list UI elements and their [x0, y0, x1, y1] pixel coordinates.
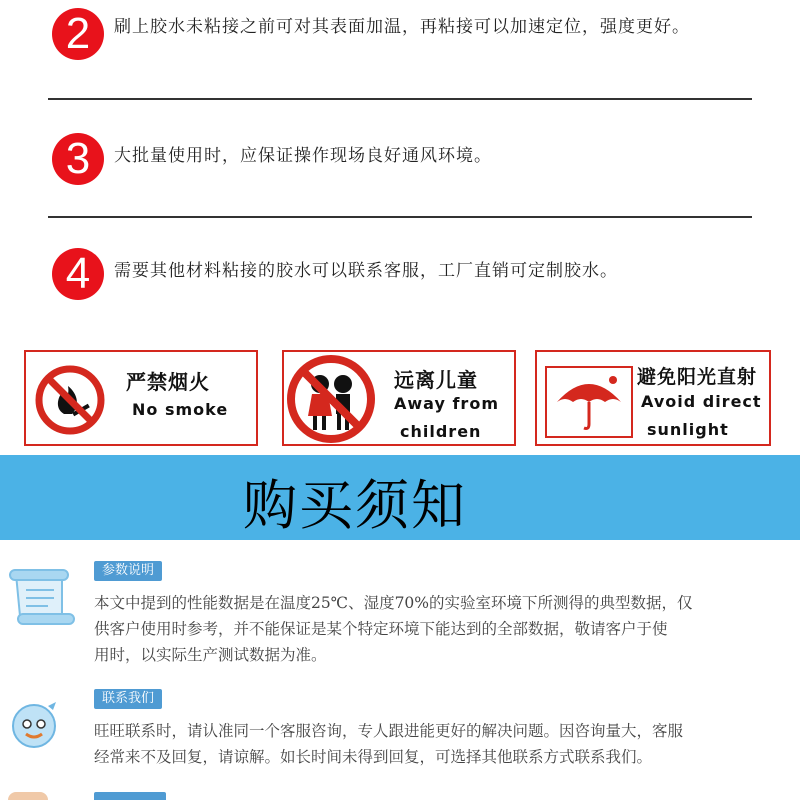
contact-line-2: 经常来不及回复，请谅解。如长时间未得到回复，可选择其他联系方式联系我们。 [94, 748, 653, 766]
tip-4-text: 需要其他材料粘接的胶水可以联系客服，工厂直销可定制胶水。 [114, 261, 618, 281]
no-fire-icon [34, 364, 106, 436]
no-smoke-sign [24, 350, 258, 446]
scroll-icon [6, 566, 76, 628]
params-line-2: 供客户使用时参考，并不能保证是某个特定环境下能达到的全部数据，敬请客户于使 [94, 620, 668, 638]
no-children-icon [286, 354, 376, 444]
params-line-1: 本文中提到的性能数据是在温度25℃、湿度70%的实验室环境下所测得的典型数据，仅 [94, 594, 693, 612]
sign-title-en-1: Avoid direct [641, 392, 762, 411]
next-section-icon [8, 792, 48, 800]
chat-mascot-icon [8, 698, 62, 752]
number-badge-3: 3 [52, 133, 104, 185]
number-badge-4: 4 [52, 248, 104, 300]
sign-title-zh: 远离儿童 [394, 368, 478, 392]
away-from-children-sign [282, 350, 516, 446]
banner-title: 购买须知 [243, 474, 467, 537]
sign-title-en-2: children [400, 422, 482, 441]
divider [48, 98, 752, 100]
next-section-tag [94, 792, 166, 800]
purchase-notice-banner [0, 455, 800, 540]
contact-line-1: 旺旺联系时，请认准同一个客服咨询，专人跟进能更好的解决问题。因咨询量大，客服 [94, 722, 684, 740]
section-tag-params: 参数说明 [94, 561, 162, 581]
section-tag-contact: 联系我们 [94, 689, 162, 709]
params-line-3: 用时，以实际生产测试数据为准。 [94, 646, 327, 664]
umbrella-sun-icon [553, 372, 625, 432]
sign-title-en-2: sunlight [647, 420, 729, 439]
avoid-sunlight-sign [535, 350, 771, 446]
tip-3-text: 大批量使用时，应保证操作现场良好通风环境。 [114, 146, 492, 166]
tip-2-text: 刷上胶水未粘接之前可对其表面加温，再粘接可以加速定位，强度更好。 [114, 17, 690, 37]
sign-title-en: No smoke [132, 400, 229, 419]
divider [48, 216, 752, 218]
umbrella-frame [545, 366, 633, 438]
sign-title-zh: 严禁烟火 [126, 370, 210, 394]
number-badge-2: 2 [52, 8, 104, 60]
sign-title-zh: 避免阳光直射 [637, 366, 758, 388]
sign-title-en-1: Away from [394, 394, 499, 413]
